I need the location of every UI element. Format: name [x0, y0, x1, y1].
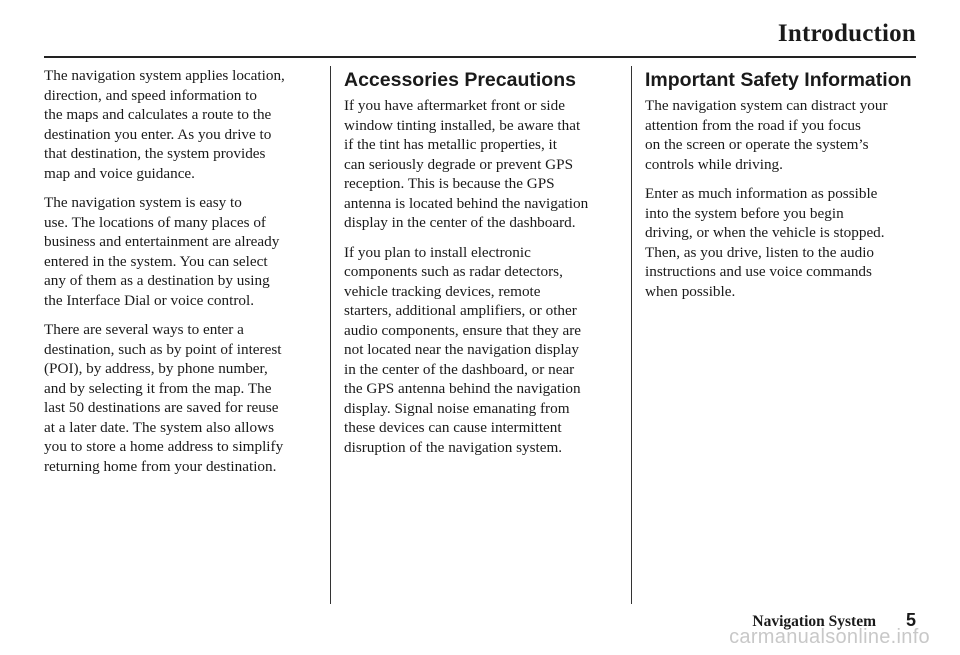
accessories-paragraph-2: If you plan to install electronic components such as radar detectors, vehicle tracking devices, remote starters, additional amplifiers, or other audio components, ensure that they are not located near the navigation display in the center of the dashboard, or near the GPS antenna behind the navigation display. Signal noise emanating from these devices can cause intermittent disruption of the navigation system. [344, 243, 582, 456]
intro-paragraph-1: The navigation system applies location, direction, and speed information to the maps and calculates a route to the destination you enter. As you drive to that destination, the system provides map and voice guidance. [44, 67, 285, 182]
page-title: Introduction [777, 20, 916, 47]
accessories-heading: Accessories Precautions [344, 69, 576, 91]
intro-column [44, 66, 319, 486]
safety-column [645, 66, 925, 311]
accessories-paragraph-1: If you have aftermarket front or side window tinting installed, be aware that if the tint has metallic properties, it can seriously degrade or prevent GPS reception. This is because the GPS antenna is located behind the navigation display in the center of the dashboard. [344, 97, 589, 231]
accessories-column [344, 66, 622, 467]
intro-paragraph-2: The navigation system is easy to use. The locations of many places of business and entertainment are already entered in the system. You can select any of them as a destination by using the Interface Dial or voice control. [44, 194, 280, 309]
safety-paragraph-2: Enter as much information as possible into the system before you begin driving, or when the vehicle is stopped. Then, as you drive, listen to the audio instructions and use voice commands when possible. [645, 185, 885, 300]
page-number: 5 [905, 610, 916, 630]
header-rule [44, 56, 916, 58]
footer-section-label: Navigation System [752, 613, 876, 630]
safety-heading: Important Safety Information [645, 69, 912, 91]
safety-paragraph-1: The navigation system can distract your attention from the road if you focus on the screen or operate the system’s controls while driving. [645, 97, 888, 173]
watermark-text: carmanualsonline.info [729, 626, 930, 648]
column-divider-1 [330, 66, 331, 604]
column-divider-2 [631, 66, 632, 604]
intro-paragraph-3: There are several ways to enter a destination, such as by point of interest (POI), by address, by phone number, and by selecting it from the map. The last 50 destinations are saved for reuse at a later date. The system also allows you to store a home address to simplify returning home from your destination. [44, 321, 284, 475]
